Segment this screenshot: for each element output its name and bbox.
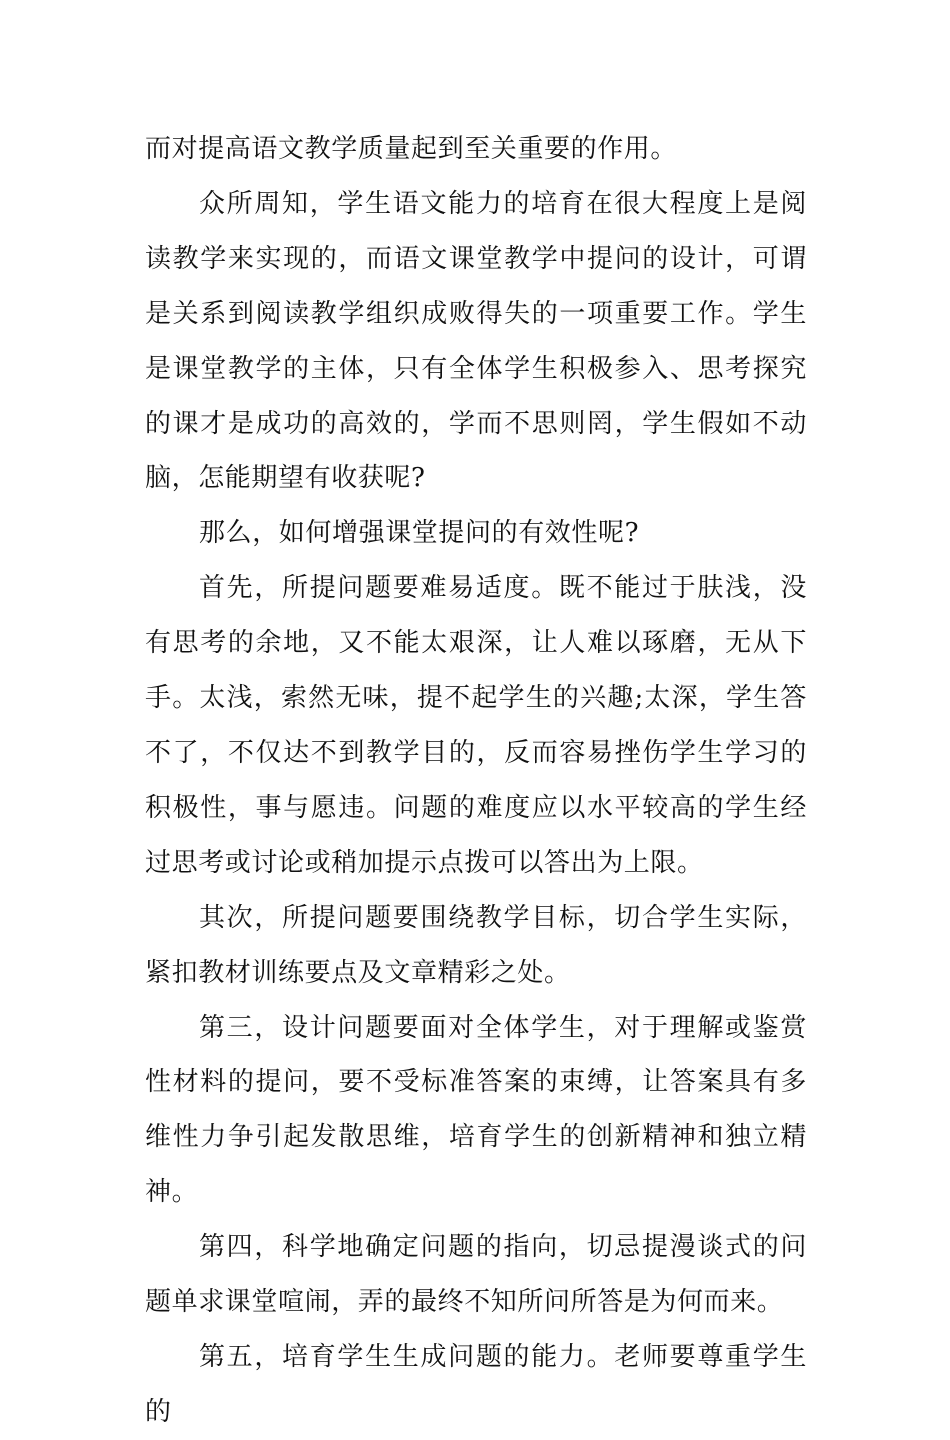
paragraph: 首先，所提问题要难易适度。既不能过于肤浅，没有思考的余地，又不能太艰深，让人难以琢磨，无从下手。太浅，索然无味，提不起学生的兴趣;太深，学生答不了，不仅达不到教学目的，反而容易挫伤学生学习的积极性，事与愿违。问题的难度应以水平较高的学生经过思考或讨论或稍加提示点拨可以答出为上限。 xyxy=(145,573,807,878)
paragraph: 第三，设计问题要面对全体学生，对于理解或鉴赏性材料的提问，要不受标准答案的束缚，让答案具有多维性力争引起发散思维，培育学生的创新精神和独立精神。 xyxy=(145,1012,807,1208)
paragraph: 第五，培育学生生成问题的能力。老师要尊重学生的 xyxy=(145,1341,807,1427)
paragraph: 其次，所提问题要围绕教学目标，切合学生实际，紧扣教材训练要点及文章精彩之处。 xyxy=(145,902,807,988)
paragraph: 众所周知，学生语文能力的培育在很大程度上是阅读教学来实现的，而语文课堂教学中提问的设计，可谓是关系到阅读教学组织成败得失的一项重要工作。学生是课堂教学的主体，只有全体学生积极参入、思考探究的课才是成功的高效的，学而不思则罔，学生假如不动脑，怎能期望有收获呢? xyxy=(145,188,807,494)
document-body xyxy=(145,122,807,1440)
paragraph: 而对提高语文教学质量起到至关重要的作用。 xyxy=(145,134,678,164)
paragraph: 那么，如何增强课堂提问的有效性呢? xyxy=(199,518,640,549)
paragraph: 第四，科学地确定问题的指向，切忌提漫谈式的问题单求课堂喧闹，弄的最终不知所问所答是为何而来。 xyxy=(145,1232,807,1318)
